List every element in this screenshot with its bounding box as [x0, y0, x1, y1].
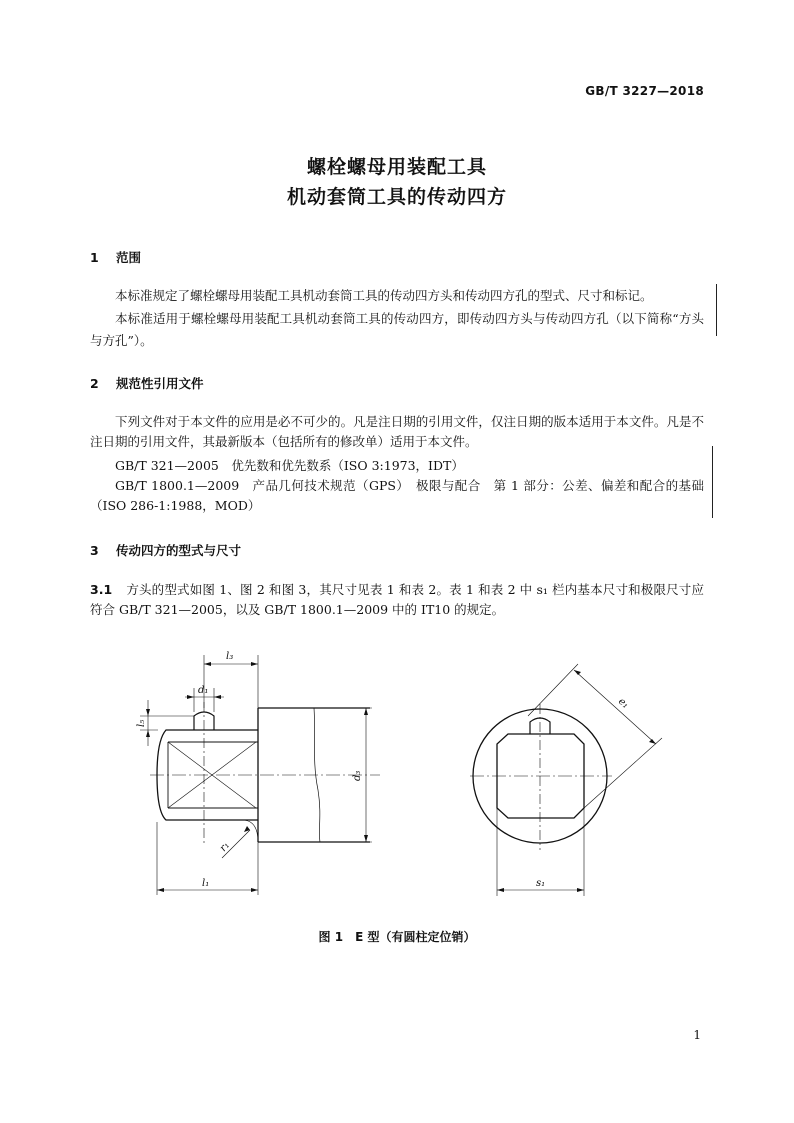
page-number: 1: [693, 1028, 701, 1042]
side-view: [140, 655, 380, 895]
section-title: 规范性引用文件: [116, 376, 204, 391]
end-view: [470, 664, 662, 896]
section-2-paragraph-1: 下列文件对于本文件的应用是必不可少的。凡是注日期的引用文件，仅注日期的版本适用于本文件。凡是不注日期的引用文件，其最新版本（包括所有的修改单）适用于本文件。: [90, 414, 704, 449]
title-line-2: 机动套筒工具的传动四方: [286, 186, 507, 208]
label-r1: r₁: [217, 840, 232, 854]
figure-1-caption: 图 1 E 型（有圆柱定位销）: [318, 930, 476, 944]
standard-code: GB/T 3227—2018: [585, 84, 704, 98]
label-l1: l₁: [202, 878, 210, 889]
section-title: 范围: [116, 250, 142, 265]
clause-number: 3.1: [90, 582, 113, 597]
section-number: 1: [90, 250, 99, 265]
title-line-1: 螺栓螺母用装配工具: [306, 156, 487, 178]
reference-2: GB/T 1800.1—2009 产品几何技术规范（GPS） 极限与配合 第 1 部分：公差、偏差和配合的基础（ISO 286-1:1988，MOD）: [90, 478, 704, 513]
section-1-paragraph-2: 本标准适用于螺栓螺母用装配工具机动套筒工具的传动四方，即传动四方头与传动四方孔（以下简称“方头与方孔”）。: [90, 311, 704, 348]
label-e1: e₁: [615, 696, 631, 711]
section-number: 2: [90, 376, 99, 391]
reference-1: GB/T 321—2005 优先数和优先数系（ISO 3:1973，IDT）: [115, 458, 464, 473]
label-d3: d₃: [352, 770, 363, 781]
section-1-paragraph-1: 本标准规定了螺栓螺母用装配工具机动套筒工具的传动四方头和传动四方孔的型式、尺寸和标记。: [115, 288, 653, 303]
label-d1: d₁: [198, 685, 209, 696]
clause-text: 方头的型式如图 1、图 2 和图 3，其尺寸见表 1 和表 2。表 1 和表 2 中 s₁ 栏内基本尺寸和极限尺寸应符合 GB/T 321—2005，以及 GB/T 1800.1—2009 中的 IT10 的规定。: [90, 582, 704, 617]
section-title: 传动四方的型式与尺寸: [116, 543, 242, 558]
section-number: 3: [90, 543, 99, 558]
label-s1: s₁: [536, 878, 546, 889]
label-l5: l₅: [136, 719, 147, 727]
label-l3: l₃: [226, 651, 234, 662]
